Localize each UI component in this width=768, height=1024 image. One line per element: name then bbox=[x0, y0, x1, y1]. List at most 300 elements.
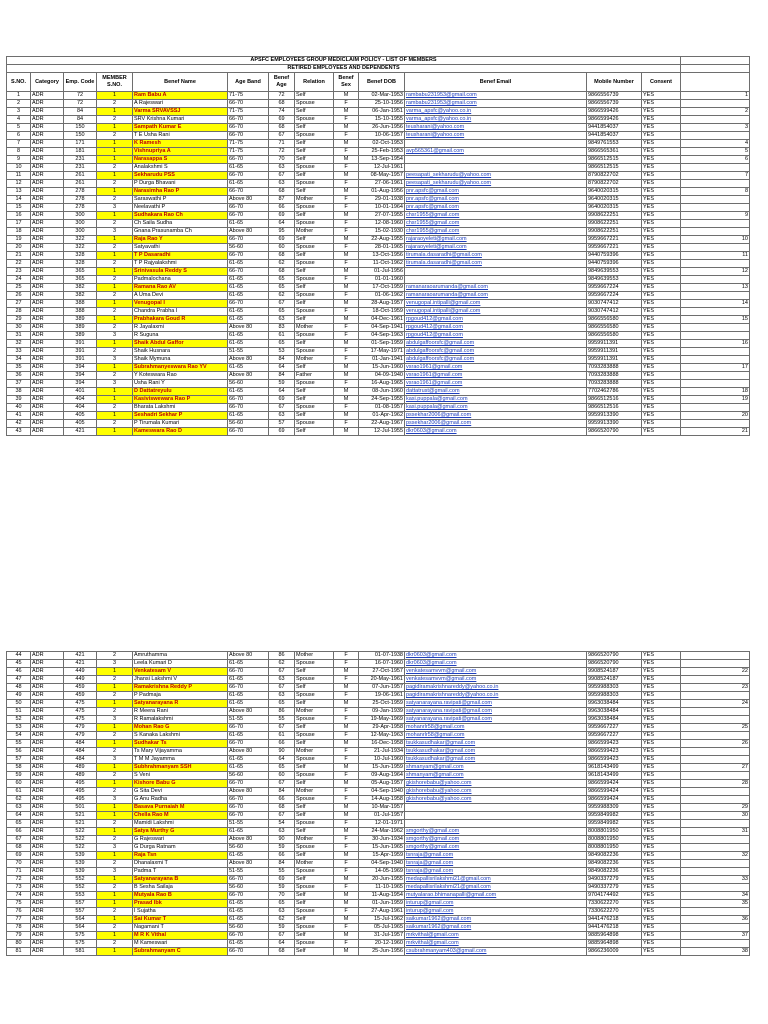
benef-sex-cell: F bbox=[334, 420, 359, 428]
consent-cell: YES bbox=[642, 356, 681, 364]
member-row bbox=[7, 148, 750, 156]
member-row bbox=[7, 772, 750, 780]
emp-code-cell: 489 bbox=[64, 772, 97, 780]
age-band-cell: Above 80 bbox=[228, 860, 269, 868]
member-sno-cell: 1 bbox=[97, 684, 133, 692]
benef-dob-cell: 08-May-1957 bbox=[359, 172, 405, 180]
benef-sex-cell: M bbox=[334, 212, 359, 220]
serial-cell: 17 bbox=[681, 364, 750, 372]
benef-email-cell[interactable]: medapallisrilakshmi21@gmail.com bbox=[405, 884, 587, 892]
consent-cell: YES bbox=[642, 668, 681, 676]
benef-dob-cell: 17-Oct-1959 bbox=[359, 284, 405, 292]
benef-email-cell[interactable]: smgorthy@gmail.com bbox=[405, 844, 587, 852]
benef-sex-cell: F bbox=[334, 772, 359, 780]
member-row bbox=[7, 828, 750, 836]
relation-cell: Self bbox=[295, 932, 334, 940]
benef-email-cell[interactable]: varma_apsfc@yahoo.co.in bbox=[405, 116, 587, 124]
benef-name-cell: Ts Mary Vijayamma bbox=[133, 748, 228, 756]
serial-cell bbox=[681, 708, 750, 716]
benef-sex-cell: M bbox=[334, 764, 359, 772]
emp-code-cell: 389 bbox=[64, 332, 97, 340]
benef-age-cell: 66 bbox=[269, 796, 295, 804]
mobile-cell: 9959667221 bbox=[587, 236, 642, 244]
age-band-cell: 61-65 bbox=[228, 676, 269, 684]
benef-name-cell: Padmalochana bbox=[133, 276, 228, 284]
relation-cell: Mother bbox=[295, 708, 334, 716]
benef-sex-cell: F bbox=[334, 676, 359, 684]
member-row bbox=[7, 340, 750, 348]
emp-code-cell: 495 bbox=[64, 796, 97, 804]
emp-code-cell: 539 bbox=[64, 860, 97, 868]
category-cell: ADR bbox=[31, 812, 64, 820]
benef-dob-cell: 15-02-1930 bbox=[359, 228, 405, 236]
emp-code-cell: 552 bbox=[64, 876, 97, 884]
relation-cell: Spouse bbox=[295, 348, 334, 356]
benef-email-cell[interactable]: vsrao1961@gmail.com bbox=[405, 364, 587, 372]
serial-cell bbox=[681, 716, 750, 724]
benef-sex-cell: F bbox=[334, 836, 359, 844]
relation-cell: Spouse bbox=[295, 660, 334, 668]
mobile-cell: 9849639553 bbox=[587, 276, 642, 284]
benef-name-cell: Kameswara Rao D bbox=[133, 428, 228, 436]
benef-name-cell: Jhansi Lakshmi V bbox=[133, 676, 228, 684]
benef-email-cell[interactable]: venugopal.intipalli@gmail.com bbox=[405, 308, 587, 316]
mobile-cell: 9618143499 bbox=[587, 764, 642, 772]
sno-cell: 62 bbox=[7, 796, 31, 804]
benef-age-cell: 59 bbox=[269, 380, 295, 388]
relation-cell: Self bbox=[295, 340, 334, 348]
benef-name-cell: Shaik Abdul Gaffor bbox=[133, 340, 228, 348]
benef-email-cell[interactable]: avp565361@gmail.com bbox=[405, 148, 587, 156]
mobile-cell: 9866599423 bbox=[587, 756, 642, 764]
relation-cell: Self bbox=[295, 388, 334, 396]
benef-age-cell: 69 bbox=[269, 876, 295, 884]
member-sno-cell: 3 bbox=[97, 356, 133, 364]
consent-cell: YES bbox=[642, 260, 681, 268]
category-cell: ADR bbox=[31, 412, 64, 420]
benef-dob-cell: 12-May-1963 bbox=[359, 732, 405, 740]
member-sno-cell: 3 bbox=[97, 844, 133, 852]
benef-email-cell[interactable]: smgorthy@gmail.com bbox=[405, 828, 587, 836]
benef-name-cell: G Durga Ratnam bbox=[133, 844, 228, 852]
benef-dob-cell: 25-Feb-1953 bbox=[359, 148, 405, 156]
mobile-cell: 9849082236 bbox=[587, 860, 642, 868]
sno-cell: 3 bbox=[7, 108, 31, 116]
member-row bbox=[7, 780, 750, 788]
emp-code-cell: 388 bbox=[64, 300, 97, 308]
benef-email-cell[interactable]: chsr1955@gmail.com bbox=[405, 212, 587, 220]
category-cell: ADR bbox=[31, 404, 64, 412]
serial-cell bbox=[681, 692, 750, 700]
emp-code-cell: 328 bbox=[64, 252, 97, 260]
sno-cell: 71 bbox=[7, 868, 31, 876]
consent-cell: YES bbox=[642, 412, 681, 420]
relation-cell: Self bbox=[295, 804, 334, 812]
benef-email-cell[interactable]: pagidiramakrishnareddy@yahoo.co.in bbox=[405, 684, 587, 692]
benef-dob-cell: 18-Oct-1959 bbox=[359, 308, 405, 316]
member-row bbox=[7, 276, 750, 284]
benef-email-cell[interactable]: rpgoud412@gmail.com bbox=[405, 316, 587, 324]
member-sno-cell: 2 bbox=[97, 692, 133, 700]
benef-email-cell[interactable]: abdulgaffoorsfc@gmail.com bbox=[405, 348, 587, 356]
serial-cell bbox=[681, 660, 750, 668]
benef-sex-cell: F bbox=[334, 244, 359, 252]
relation-cell: Spouse bbox=[295, 380, 334, 388]
age-band-cell: Above 80 bbox=[228, 652, 269, 660]
benef-email-cell[interactable]: pssekhar2006@gmail.com bbox=[405, 412, 587, 420]
emp-code-cell: 479 bbox=[64, 724, 97, 732]
member-row bbox=[7, 404, 750, 412]
benef-email-cell[interactable]: inturup@gmail.com bbox=[405, 908, 587, 916]
benef-email-cell[interactable]: smgorthy@gmail.com bbox=[405, 836, 587, 844]
benef-email-cell[interactable]: gkishorebabu@yahoo.com bbox=[405, 780, 587, 788]
header-cell: Mobile Number bbox=[587, 73, 642, 92]
benef-email-cell[interactable]: venkatesamvvm@gmail.com bbox=[405, 676, 587, 684]
benef-email-cell[interactable]: shmanyam@gmail.com bbox=[405, 764, 587, 772]
benef-age-cell: 72 bbox=[269, 92, 295, 100]
sno-cell: 24 bbox=[7, 276, 31, 284]
serial-cell: 22 bbox=[681, 668, 750, 676]
benef-email-cell[interactable]: mutyalarao.bhimanapalli@gmail.com bbox=[405, 892, 587, 900]
benef-email-cell[interactable]: satyanarayana.ravipati@gmail.com bbox=[405, 716, 587, 724]
benef-dob-cell: 01-Apr-1962 bbox=[359, 412, 405, 420]
benef-name-cell: Prasad Ibk bbox=[133, 900, 228, 908]
age-band-cell: 66-70 bbox=[228, 876, 269, 884]
benef-email-cell[interactable]: dkr0603@gmail.com bbox=[405, 652, 587, 660]
consent-cell: YES bbox=[642, 804, 681, 812]
consent-cell: YES bbox=[642, 340, 681, 348]
benef-email-cell[interactable]: ramanaraoarumanda@gmail.com bbox=[405, 292, 587, 300]
mobile-cell: 9959913390 bbox=[587, 412, 642, 420]
benef-email-cell[interactable]: tsukkasudhakar@gmail.com bbox=[405, 740, 587, 748]
benef-email-cell[interactable]: rambabu231953@gmail.com bbox=[405, 100, 587, 108]
benef-email-cell[interactable]: tsukkasudhakar@gmail.com bbox=[405, 748, 587, 756]
category-cell: ADR bbox=[31, 652, 64, 660]
benef-email-cell[interactable]: tsnraja@gmail.com bbox=[405, 852, 587, 860]
benef-sex-cell: M bbox=[334, 828, 359, 836]
benef-email-cell[interactable]: ramanaraoarumanda@gmail.com bbox=[405, 284, 587, 292]
mobile-cell: 9866512515 bbox=[587, 156, 642, 164]
relation-cell: Self bbox=[295, 108, 334, 116]
age-band-cell: Above 80 bbox=[228, 324, 269, 332]
benef-email-cell[interactable]: gkishorebabu@yahoo.com bbox=[405, 796, 587, 804]
benef-dob-cell: 04-Sep-1940 bbox=[359, 860, 405, 868]
benef-email-cell[interactable]: vsrao1961@gmail.com bbox=[405, 372, 587, 380]
benef-dob-cell: 25-10-1956 bbox=[359, 100, 405, 108]
member-sno-cell: 1 bbox=[97, 948, 133, 956]
benef-email-cell[interactable]: venugopal.intipalli@gmail.com bbox=[405, 300, 587, 308]
benef-name-cell: Basava Purnaiah M bbox=[133, 804, 228, 812]
benef-email-cell[interactable]: rambabu231953@gmail.com bbox=[405, 92, 587, 100]
benef-dob-cell: 04-Sep-1963 bbox=[359, 332, 405, 340]
sno-cell: 80 bbox=[7, 940, 31, 948]
benef-age-cell: 68 bbox=[269, 188, 295, 196]
benef-dob-cell: 29-Apr-1958 bbox=[359, 724, 405, 732]
category-cell: ADR bbox=[31, 676, 64, 684]
serial-cell bbox=[681, 860, 750, 868]
category-cell: ADR bbox=[31, 196, 64, 204]
header-cell: Benef Name bbox=[133, 73, 228, 92]
sno-cell: 17 bbox=[7, 220, 31, 228]
category-cell: ADR bbox=[31, 748, 64, 756]
mobile-cell: 9866512515 bbox=[587, 164, 642, 172]
benef-email-cell[interactable]: rpgoud412@gmail.com bbox=[405, 324, 587, 332]
consent-cell: YES bbox=[642, 428, 681, 436]
benef-email-cell[interactable]: rajaraoyeleti@gmail.com bbox=[405, 236, 587, 244]
benef-email-cell[interactable]: saikumar1962@gmail.com bbox=[405, 916, 587, 924]
benef-email-cell[interactable]: varma_apsfc@yahoo.co.in bbox=[405, 108, 587, 116]
benef-name-cell: P Padmaja bbox=[133, 692, 228, 700]
age-band-cell: Above 80 bbox=[228, 372, 269, 380]
benef-email-cell[interactable]: tirumala.dasaradhi@gmail.com bbox=[405, 252, 587, 260]
benef-dob-cell: 01-07-1938 bbox=[359, 652, 405, 660]
benef-age-cell: 54 bbox=[269, 820, 295, 828]
mobile-cell: 7330622270 bbox=[587, 908, 642, 916]
benef-name-cell: Narasappa S bbox=[133, 156, 228, 164]
consent-cell: YES bbox=[642, 748, 681, 756]
benef-age-cell: 86 bbox=[269, 652, 295, 660]
benef-sex-cell: F bbox=[334, 652, 359, 660]
serial-cell bbox=[681, 244, 750, 252]
benef-email-cell[interactable]: mohanrlr58@gmail.com bbox=[405, 724, 587, 732]
benef-sex-cell: M bbox=[334, 188, 359, 196]
member-sno-cell: 1 bbox=[97, 92, 133, 100]
benef-sex-cell: M bbox=[334, 372, 359, 380]
relation-cell: Spouse bbox=[295, 844, 334, 852]
emp-code-cell: 421 bbox=[64, 660, 97, 668]
benef-email-cell[interactable]: mrkvithal@gmail.com bbox=[405, 932, 587, 940]
benef-age-cell: 67 bbox=[269, 172, 295, 180]
benef-email-cell[interactable]: pnr.apsfc@gmail.com bbox=[405, 196, 587, 204]
member-sno-cell: 3 bbox=[97, 332, 133, 340]
relation-cell: Self bbox=[295, 852, 334, 860]
benef-email-cell[interactable]: teusharani@yahoo.com bbox=[405, 132, 587, 140]
age-band-cell: 66-70 bbox=[228, 948, 269, 956]
member-row bbox=[7, 236, 750, 244]
consent-cell: YES bbox=[642, 940, 681, 948]
benef-email-cell[interactable]: pssekhar2006@gmail.com bbox=[405, 420, 587, 428]
emp-code-cell: 405 bbox=[64, 420, 97, 428]
benef-email-cell[interactable]: mohanrlr58@gmail.com bbox=[405, 732, 587, 740]
benef-name-cell: Srinivasula Reddy S bbox=[133, 268, 228, 276]
mobile-cell: 9866556580 bbox=[587, 332, 642, 340]
emp-code-cell: 278 bbox=[64, 188, 97, 196]
benef-sex-cell: F bbox=[334, 308, 359, 316]
serial-cell: 27 bbox=[681, 764, 750, 772]
consent-cell: YES bbox=[642, 100, 681, 108]
relation-cell: Spouse bbox=[295, 100, 334, 108]
category-cell: ADR bbox=[31, 348, 64, 356]
serial-cell bbox=[681, 884, 750, 892]
category-cell: ADR bbox=[31, 172, 64, 180]
sno-cell: 13 bbox=[7, 188, 31, 196]
member-row bbox=[7, 292, 750, 300]
member-row bbox=[7, 164, 750, 172]
emp-code-cell: 552 bbox=[64, 884, 97, 892]
category-cell: ADR bbox=[31, 836, 64, 844]
header-cell: Category bbox=[31, 73, 64, 92]
benef-email-cell[interactable]: dkr0603@gmail.com bbox=[405, 660, 587, 668]
title-row bbox=[7, 57, 750, 65]
benef-email-cell[interactable]: pnr.apsfc@gmail.com bbox=[405, 204, 587, 212]
category-cell: ADR bbox=[31, 892, 64, 900]
benef-email-cell[interactable]: mrkvithal@gmail.com bbox=[405, 940, 587, 948]
benef-sex-cell: M bbox=[334, 412, 359, 420]
sno-cell: 28 bbox=[7, 308, 31, 316]
benef-email-cell[interactable]: medapallisrilakshmi21@gmail.com bbox=[405, 876, 587, 884]
member-row bbox=[7, 316, 750, 324]
serial-cell bbox=[681, 404, 750, 412]
category-cell: ADR bbox=[31, 372, 64, 380]
benef-email-cell[interactable]: peesapati_sekharudu@yahoo.com bbox=[405, 172, 587, 180]
category-cell: ADR bbox=[31, 828, 64, 836]
member-row bbox=[7, 252, 750, 260]
relation-cell: Spouse bbox=[295, 204, 334, 212]
header-cell: Benef Sex bbox=[334, 73, 359, 92]
member-row bbox=[7, 860, 750, 868]
consent-cell: YES bbox=[642, 380, 681, 388]
sno-cell: 43 bbox=[7, 428, 31, 436]
benef-email-cell[interactable]: pnr.apsfc@gmail.com bbox=[405, 188, 587, 196]
sno-cell: 53 bbox=[7, 724, 31, 732]
mobile-cell: 7093283888 bbox=[587, 372, 642, 380]
member-sno-cell: 2 bbox=[97, 348, 133, 356]
serial-cell bbox=[681, 220, 750, 228]
benef-name-cell: Chandra Prabha I bbox=[133, 308, 228, 316]
age-band-cell: 66-70 bbox=[228, 132, 269, 140]
category-cell: ADR bbox=[31, 948, 64, 956]
category-cell: ADR bbox=[31, 916, 64, 924]
benef-name-cell: Sai Kumar T bbox=[133, 916, 228, 924]
benef-email-cell[interactable]: kasi.puppala@gmail.com bbox=[405, 404, 587, 412]
serial-cell: 23 bbox=[681, 684, 750, 692]
benef-dob-cell: 19-06-1961 bbox=[359, 692, 405, 700]
age-band-cell: 66-70 bbox=[228, 300, 269, 308]
benef-age-cell: 68 bbox=[269, 252, 295, 260]
mobile-cell: 9640020315 bbox=[587, 188, 642, 196]
emp-code-cell: 484 bbox=[64, 740, 97, 748]
benef-email-cell[interactable]: chsr1955@gmail.com bbox=[405, 228, 587, 236]
member-sno-cell: 1 bbox=[97, 412, 133, 420]
benef-email-cell[interactable]: saikumar1962@gmail.com bbox=[405, 924, 587, 932]
benef-email-cell[interactable]: teusharani@yahoo.com bbox=[405, 124, 587, 132]
benef-email-cell[interactable]: dkr0603@gmail.com bbox=[405, 428, 587, 436]
relation-cell: Spouse bbox=[295, 908, 334, 916]
consent-cell: YES bbox=[642, 180, 681, 188]
benef-dob-cell: 15-Jun-1960 bbox=[359, 364, 405, 372]
benef-email-cell[interactable]: tirumala.dasaradhi@gmail.com bbox=[405, 260, 587, 268]
age-band-cell: 66-70 bbox=[228, 804, 269, 812]
relation-cell: Spouse bbox=[295, 404, 334, 412]
benef-name-cell: Narasimha Rao P bbox=[133, 188, 228, 196]
relation-cell: Self bbox=[295, 740, 334, 748]
benef-email-cell[interactable]: venkatesamvvm@gmail.com bbox=[405, 668, 587, 676]
benef-email-cell[interactable]: csubrahmanyam403@gmail.com bbox=[405, 948, 587, 956]
benef-sex-cell: F bbox=[334, 748, 359, 756]
benef-sex-cell: F bbox=[334, 116, 359, 124]
benef-name-cell: Analakshmi S bbox=[133, 164, 228, 172]
consent-cell: YES bbox=[642, 244, 681, 252]
benef-sex-cell: M bbox=[334, 900, 359, 908]
consent-cell: YES bbox=[642, 420, 681, 428]
benef-dob-cell: 25-Jun-1956 bbox=[359, 948, 405, 956]
relation-cell: Spouse bbox=[295, 820, 334, 828]
emp-code-cell: 84 bbox=[64, 116, 97, 124]
category-cell: ADR bbox=[31, 788, 64, 796]
member-sno-cell: 1 bbox=[97, 188, 133, 196]
relation-cell: Spouse bbox=[295, 180, 334, 188]
benef-dob-cell: 12-08-1960 bbox=[359, 220, 405, 228]
benef-email-cell[interactable]: abdulgaffoorsfc@gmail.com bbox=[405, 340, 587, 348]
benef-dob-cell: 22-Aug-1955 bbox=[359, 236, 405, 244]
benef-email-cell[interactable]: rajaraoyeleti@gmail.com bbox=[405, 244, 587, 252]
benef-name-cell: P Durga Bhavani bbox=[133, 180, 228, 188]
benef-email-cell[interactable]: tsnraja@gmail.com bbox=[405, 860, 587, 868]
benef-email-cell[interactable]: shmanyam@gmail.com bbox=[405, 772, 587, 780]
member-sno-cell: 2 bbox=[97, 836, 133, 844]
emp-code-cell: 557 bbox=[64, 900, 97, 908]
mobile-cell: 9849082236 bbox=[587, 852, 642, 860]
benef-dob-cell: 27-06-1961 bbox=[359, 180, 405, 188]
benef-email-cell[interactable]: dattatrust@gmail.com bbox=[405, 388, 587, 396]
benef-email-cell[interactable]: vsrao1961@gmail.com bbox=[405, 380, 587, 388]
member-sno-cell: 1 bbox=[97, 828, 133, 836]
mobile-cell: 9440759396 bbox=[587, 260, 642, 268]
sno-cell: 39 bbox=[7, 396, 31, 404]
benef-sex-cell: M bbox=[334, 268, 359, 276]
benef-email-cell[interactable]: pagidiramakrishnareddy@yahoo.co.in bbox=[405, 692, 587, 700]
relation-cell: Spouse bbox=[295, 332, 334, 340]
benef-dob-cell: 10-Jul-1960 bbox=[359, 756, 405, 764]
consent-cell: YES bbox=[642, 724, 681, 732]
benef-email-cell[interactable]: satyanarayana.ravipati@gmail.com bbox=[405, 700, 587, 708]
member-row bbox=[7, 916, 750, 924]
benef-dob-cell: 05-Aug-1957 bbox=[359, 780, 405, 788]
benef-name-cell: S Kanaka Lakshmi bbox=[133, 732, 228, 740]
serial-cell: 38 bbox=[681, 948, 750, 956]
member-row bbox=[7, 852, 750, 860]
benef-dob-cell: 19-May-1969 bbox=[359, 716, 405, 724]
member-row bbox=[7, 812, 750, 820]
category-cell: ADR bbox=[31, 308, 64, 316]
consent-cell: YES bbox=[642, 900, 681, 908]
mobile-cell: 9866520790 bbox=[587, 428, 642, 436]
benef-dob-cell: 02-Mar-1953 bbox=[359, 92, 405, 100]
benef-email-cell[interactable]: chsr1955@gmail.com bbox=[405, 220, 587, 228]
benef-email-cell[interactable]: kasi.puppala@gmail.com bbox=[405, 396, 587, 404]
relation-cell: Self bbox=[295, 764, 334, 772]
benef-email-cell[interactable]: gkishorebabu@yahoo.com bbox=[405, 788, 587, 796]
benef-name-cell: Subrahmanyeswara Rao YV bbox=[133, 364, 228, 372]
benef-email-cell[interactable]: abdulgaffoorsfc@gmail.com bbox=[405, 356, 587, 364]
mobile-cell: 9885964898 bbox=[587, 940, 642, 948]
benef-email-cell[interactable]: inturup@gmail.com bbox=[405, 900, 587, 908]
benef-dob-cell: 01-Aug-1956 bbox=[359, 188, 405, 196]
benef-email-cell[interactable]: tsnraja@gmail.com bbox=[405, 868, 587, 876]
benef-age-cell: 69 bbox=[269, 236, 295, 244]
benef-email-cell[interactable]: peesapati_sekharudu@yahoo.com bbox=[405, 180, 587, 188]
benef-sex-cell: M bbox=[334, 108, 359, 116]
benef-email-cell[interactable]: rpgoud412@gmail.com bbox=[405, 332, 587, 340]
relation-cell: Self bbox=[295, 892, 334, 900]
mobile-cell: 9963038484 bbox=[587, 700, 642, 708]
member-row bbox=[7, 868, 750, 876]
age-band-cell: Above 80 bbox=[228, 708, 269, 716]
benef-sex-cell: M bbox=[334, 892, 359, 900]
sno-cell: 51 bbox=[7, 708, 31, 716]
benef-email-cell[interactable]: tsukkasudhakar@gmail.com bbox=[405, 756, 587, 764]
benef-email-cell[interactable]: satyanarayana.ravipati@gmail.com bbox=[405, 708, 587, 716]
